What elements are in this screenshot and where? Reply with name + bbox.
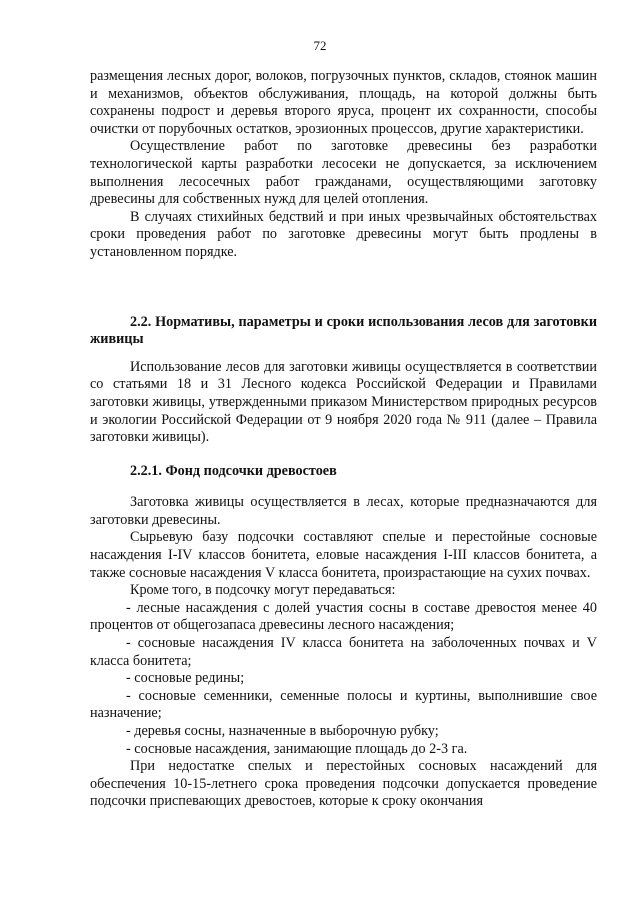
document-body (90, 68, 597, 811)
paragraph: При недостатке спелых и перестойных сосновых насаждений для обеспечения 10-15-летнего срока проведения подсочки допускается проведение подсочки приспевающих древостоев, которые к сроку окончания (90, 758, 597, 810)
paragraph: Сырьевую базу подсочки составляют спелые и перестойные сосновые насаждения I-IV классов бонитета, еловые насаждения I-III классов бонитета, а также сосновые насаждения V класса бонитета, произрастающие на сухих почвах. (90, 529, 597, 581)
paragraph: Осуществление работ по заготовке древесины без разработки технологической карты разработки лесосеки не допускается, за исключением выполнения лесосечных работ гражданами, осуществляющими заготовку древесины для собственных нужд для целей отопления. (90, 138, 597, 208)
list-item: - лесные насаждения с долей участия сосны в составе древостоя менее 40 процентов от общегозапаса древесины лесного насаждения; (90, 599, 597, 634)
paragraph: Кроме того, в подсочку могут передаваться: (130, 582, 396, 599)
paragraph: размещения лесных дорог, волоков, погрузочных пунктов, складов, стоянок машин и механизмов, объектов обслуживания, площадь, на которой должны быть сохранены подрост и деревья второго яруса, процент их сохранности, способы очистки от порубочных остатков, эрозионных процессов, другие характеристики. (90, 68, 597, 137)
section-heading-2-2-1: 2.2.1. Фонд подсочки древостоев (130, 462, 337, 479)
list-item: - сосновые насаждения IV класса бонитета на заболоченных почвах и V класса бонитета; (90, 635, 597, 669)
list-item: - сосновые семенники, семенные полосы и куртины, выполнившие свое назначение; (90, 687, 597, 722)
list-item: - сосновые редины; (126, 670, 245, 687)
list-item: - сосновые насаждения, занимающие площадь до 2-3 га. (126, 740, 468, 757)
section-heading-2-2: 2.2. Нормативы, параметры и сроки использования лесов для заготовки живицы (90, 313, 597, 348)
page-number: 72 (313, 38, 327, 53)
list-item: - деревья сосны, назначенные в выборочную рубку; (126, 723, 439, 739)
paragraph: Использование лесов для заготовки живицы осуществляется в соответствии со статьями 18 и 31 Лесного кодекса Российской Федерации и Правилами заготовки живицы, утвержденными приказом Министерством природных ресурсов и экологии Российской Федерации от 9 ноября 2020 года № 911 (далее – Правила заготовки живицы). (90, 358, 597, 446)
paragraph: Заготовка живицы осуществляется в лесах, которые предназначаются для заготовки древесины. (90, 494, 597, 528)
paragraph: В случаях стихийных бедствий и при иных чрезвычайных обстоятельствах сроки проведения работ по заготовке древесины могут быть продлены в установленном порядке. (90, 208, 597, 260)
